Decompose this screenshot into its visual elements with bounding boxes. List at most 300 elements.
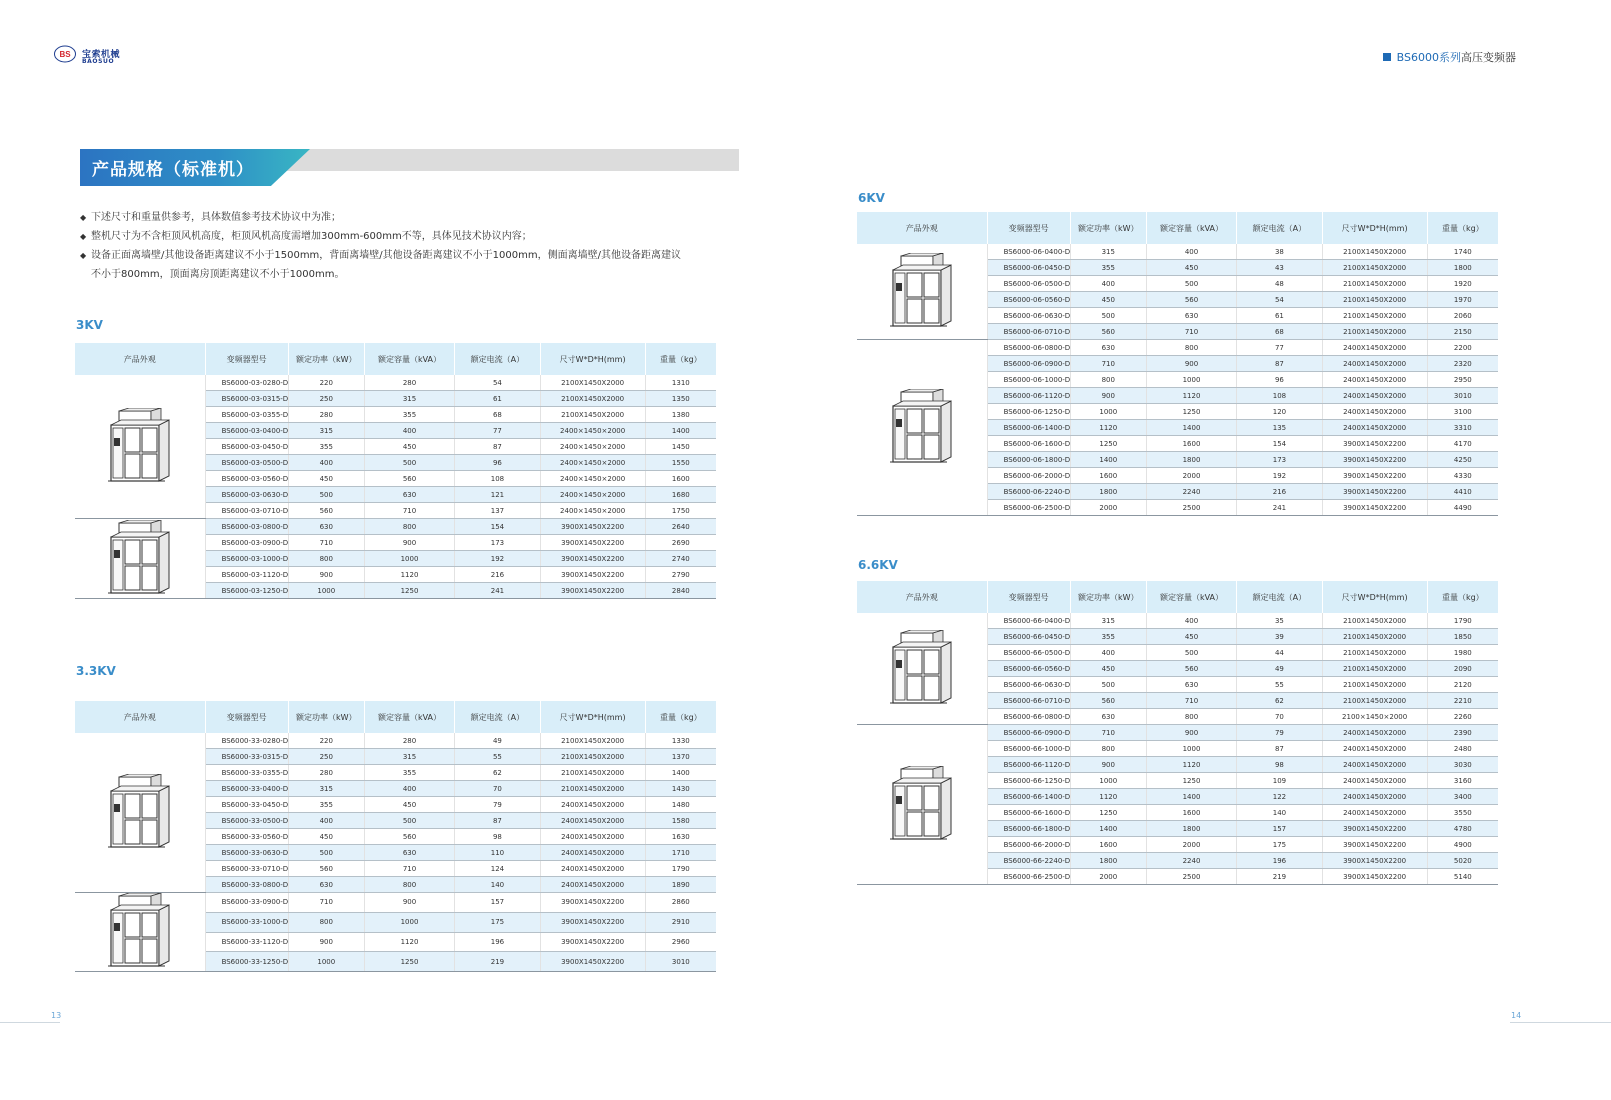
product-image-cell [857, 340, 987, 516]
table-cell: 157 [1237, 821, 1322, 837]
table-cell: 2120 [1427, 677, 1498, 693]
table-cell: 55 [455, 749, 540, 765]
table-cell: 120 [1237, 404, 1322, 420]
table-cell: 2100X1450X2000 [1322, 324, 1427, 340]
table-row [75, 375, 716, 391]
table-cell: 1120 [1070, 420, 1146, 436]
table-cell: 250 [288, 391, 364, 407]
table-cell: 98 [455, 829, 540, 845]
product-image-cell [75, 893, 205, 972]
table-cell: 1480 [645, 797, 716, 813]
table-cell: 175 [455, 912, 540, 932]
table-cell: 4170 [1427, 436, 1498, 452]
table-cell: 1630 [645, 829, 716, 845]
table-cell: 2100X1450X2000 [540, 765, 645, 781]
table-cell: BS6000-03-0355-D [205, 407, 288, 423]
table-cell: 2950 [1427, 372, 1498, 388]
footer-line-left [0, 1022, 60, 1023]
table-cell: 2400×1450×2000 [540, 455, 645, 471]
table-cell: 2480 [1427, 741, 1498, 757]
table-cell: 3160 [1427, 773, 1498, 789]
footer-line-right [1510, 1022, 1611, 1023]
column-header: 额定功率（kW） [1070, 581, 1146, 613]
table-cell: 500 [1146, 645, 1237, 661]
table-cell: 44 [1237, 645, 1322, 661]
table-cell: 35 [1237, 613, 1322, 629]
table-cell: 87 [1237, 356, 1322, 372]
table-cell: 2100X1450X2000 [1322, 276, 1427, 292]
table-cell: 355 [364, 407, 455, 423]
table-cell: BS6000-06-0710-D [987, 324, 1070, 340]
table-cell: BS6000-66-1400-D [987, 789, 1070, 805]
table-cell: 1250 [364, 583, 455, 599]
column-header: 重量（kg） [645, 701, 716, 733]
table-cell: 137 [455, 503, 540, 519]
table-cell: 1450 [645, 439, 716, 455]
table-cell: 2500 [1146, 500, 1237, 516]
table-cell: 1580 [645, 813, 716, 829]
table-cell: 2400×1450×2000 [540, 423, 645, 439]
column-header: 额定电流（A） [1237, 581, 1322, 613]
table-cell: 87 [1237, 741, 1322, 757]
cabinet-image-icon [889, 766, 955, 844]
table-cell: 1250 [1146, 404, 1237, 420]
table-cell: 2960 [645, 932, 716, 952]
table-cell: 77 [455, 423, 540, 439]
table-cell: 800 [364, 877, 455, 893]
table-cell: 1000 [1070, 404, 1146, 420]
table-cell: BS6000-06-1400-D [987, 420, 1070, 436]
table-cell: 710 [1146, 324, 1237, 340]
diamond-bullet-icon: ◆ [80, 251, 87, 260]
table-cell: 2210 [1427, 693, 1498, 709]
product-image-cell [75, 375, 205, 519]
table-cell: 1890 [645, 877, 716, 893]
series-heading [1383, 49, 1516, 65]
table-cell: 630 [288, 519, 364, 535]
section-title-6-6kv: 6.6KV [858, 558, 898, 572]
column-header: 额定电流（A） [1237, 212, 1322, 244]
table-cell: BS6000-03-0400-D [205, 423, 288, 439]
table-cell: BS6000-66-0400-D [987, 613, 1070, 629]
table-cell: 450 [1070, 292, 1146, 308]
section-title-3kv: 3KV [76, 318, 103, 332]
table-cell: 154 [455, 519, 540, 535]
cabinet-image-icon [107, 774, 173, 852]
table-cell: 49 [1237, 661, 1322, 677]
table-cell: 2100X1450X2000 [1322, 613, 1427, 629]
table-cell: 2860 [645, 893, 716, 913]
table-cell: 560 [364, 829, 455, 845]
table-cell: 61 [1237, 308, 1322, 324]
column-header: 尺寸W*D*H(mm) [1322, 581, 1427, 613]
table-cell: 1400 [1146, 420, 1237, 436]
table-cell: 1000 [1070, 773, 1146, 789]
table-cell: 1790 [1427, 613, 1498, 629]
table-cell: 70 [1237, 709, 1322, 725]
table-cell: BS6000-66-1000-D [987, 741, 1070, 757]
table-cell: 135 [1237, 420, 1322, 436]
spec-table-6-6kv [857, 581, 1498, 885]
cabinet-image-icon [107, 893, 173, 971]
table-cell: 500 [1146, 276, 1237, 292]
table-cell: 79 [455, 797, 540, 813]
table-cell: BS6000-33-0280-D [205, 733, 288, 749]
table-cell: 560 [364, 471, 455, 487]
cabinet-image-icon [107, 408, 173, 486]
column-header: 额定电流（A） [455, 701, 540, 733]
logo-cn-text: 宝索机械 [82, 50, 121, 60]
table-cell: BS6000-66-0900-D [987, 725, 1070, 741]
column-header: 额定功率（kW） [1070, 212, 1146, 244]
table-cell: 5140 [1427, 869, 1498, 885]
notes-list [80, 208, 720, 284]
product-image-cell [857, 613, 987, 725]
column-header: 重量（kg） [645, 343, 716, 375]
table-cell: 900 [364, 893, 455, 913]
column-header: 产品外观 [75, 701, 205, 733]
table-cell: 630 [1146, 308, 1237, 324]
table-cell: 2400X1450X2000 [1322, 741, 1427, 757]
table-cell: 219 [455, 952, 540, 972]
table-cell: 800 [1070, 741, 1146, 757]
table-cell: 280 [364, 733, 455, 749]
column-header: 变频器型号 [205, 701, 288, 733]
table-cell: 54 [455, 375, 540, 391]
column-header: 变频器型号 [205, 343, 288, 375]
table-cell: BS6000-33-0710-D [205, 861, 288, 877]
table-cell: 140 [455, 877, 540, 893]
table-cell: 560 [1146, 292, 1237, 308]
table-cell: 315 [288, 781, 364, 797]
cabinet-image-icon [889, 389, 955, 467]
cabinet-image-icon [889, 253, 955, 331]
table-cell: 630 [1146, 677, 1237, 693]
table-cell: 2840 [645, 583, 716, 599]
table-cell: 630 [364, 845, 455, 861]
table-cell: 2690 [645, 535, 716, 551]
table-cell: 3030 [1427, 757, 1498, 773]
table-cell: BS6000-66-0710-D [987, 693, 1070, 709]
table-cell: 70 [455, 781, 540, 797]
table-cell: 1600 [1146, 805, 1237, 821]
page-number-right: 14 [1511, 1011, 1522, 1020]
table-cell: BS6000-06-1800-D [987, 452, 1070, 468]
table-cell: BS6000-33-1250-D [205, 952, 288, 972]
table-cell: BS6000-06-0500-D [987, 276, 1070, 292]
table-cell: 2400X1450X2000 [1322, 340, 1427, 356]
table-cell: BS6000-06-0560-D [987, 292, 1070, 308]
note-item-continued: 不小于800mm，顶面离房顶距离建议不小于1000mm。 [91, 269, 345, 280]
table-cell: 241 [1237, 500, 1322, 516]
table-cell: BS6000-66-1600-D [987, 805, 1070, 821]
table-cell: 800 [364, 519, 455, 535]
table-cell: 1550 [645, 455, 716, 471]
table-cell: 1000 [1146, 741, 1237, 757]
table-cell: 1370 [645, 749, 716, 765]
table-cell: 2390 [1427, 725, 1498, 741]
table-cell: 630 [1070, 340, 1146, 356]
table-cell: BS6000-66-2500-D [987, 869, 1070, 885]
table-cell: 1800 [1427, 260, 1498, 276]
note-item: ◆ 设备正面离墙壁/其他设备距离建议不小于1500mm，背面离墙壁/其他设备距离建议不小于1000mm，侧面离墙壁/其他设备距离建议 [80, 246, 720, 265]
note-item: ◆ 下述尺寸和重量供参考，具体数值参考技术协议中为准； [80, 208, 720, 227]
table-cell: 1250 [1070, 805, 1146, 821]
column-header: 额定容量（kVA） [1146, 212, 1237, 244]
table-cell: 1600 [645, 471, 716, 487]
column-header: 产品外观 [857, 581, 987, 613]
table-cell: BS6000-66-0800-D [987, 709, 1070, 725]
table-cell: 2400X1450X2000 [540, 877, 645, 893]
table-cell: 3900X1450X2200 [1322, 821, 1427, 837]
table-cell: 3310 [1427, 420, 1498, 436]
table-cell: 710 [1070, 725, 1146, 741]
table-cell: BS6000-03-1250-D [205, 583, 288, 599]
column-header: 尺寸W*D*H(mm) [1322, 212, 1427, 244]
table-cell: 241 [455, 583, 540, 599]
table-cell: 1250 [1146, 773, 1237, 789]
table-cell: 710 [1146, 693, 1237, 709]
table-cell: 280 [288, 765, 364, 781]
table-row [75, 519, 716, 535]
table-cell: 2100X1450X2000 [540, 733, 645, 749]
table-cell: BS6000-03-0315-D [205, 391, 288, 407]
table-cell: 1120 [1070, 789, 1146, 805]
table-cell: 2400×1450×2000 [540, 503, 645, 519]
table-cell: 175 [1237, 837, 1322, 853]
column-header: 产品外观 [857, 212, 987, 244]
baosuo-logo-icon [54, 45, 76, 63]
table-cell: 3900X1450X2200 [1322, 436, 1427, 452]
table-cell: BS6000-66-1120-D [987, 757, 1070, 773]
table-cell: 1330 [645, 733, 716, 749]
table-cell: 2100X1450X2000 [1322, 308, 1427, 324]
table-cell: 1120 [1146, 388, 1237, 404]
table-cell: 192 [1237, 468, 1322, 484]
table-cell: 2260 [1427, 709, 1498, 725]
page-number-left: 13 [51, 1011, 62, 1020]
table-cell: 800 [1146, 709, 1237, 725]
table-cell: 1600 [1070, 837, 1146, 853]
table-cell: 4410 [1427, 484, 1498, 500]
table-cell: 3900X1450X2200 [540, 567, 645, 583]
table-cell: 2100X1450X2000 [540, 391, 645, 407]
table-cell: 1430 [645, 781, 716, 797]
table-cell: 96 [455, 455, 540, 471]
table-cell: BS6000-33-0355-D [205, 765, 288, 781]
column-header: 尺寸W*D*H(mm) [540, 701, 645, 733]
spec-table-6kv [857, 212, 1498, 516]
table-cell: 1400 [1070, 452, 1146, 468]
table-cell: BS6000-66-0630-D [987, 677, 1070, 693]
table-cell: 400 [364, 423, 455, 439]
table-cell: 49 [455, 733, 540, 749]
table-cell: 560 [1146, 661, 1237, 677]
table-cell: 61 [455, 391, 540, 407]
table-cell: 2000 [1146, 837, 1237, 853]
series-prefix: BS6000系列 [1396, 51, 1461, 64]
table-header-row [75, 343, 716, 375]
table-cell: 2100X1450X2000 [1322, 260, 1427, 276]
table-cell: 500 [288, 487, 364, 503]
table-row [75, 733, 716, 749]
table-cell: 2100X1450X2000 [1322, 693, 1427, 709]
table-cell: 3900X1450X2200 [1322, 837, 1427, 853]
column-header: 额定功率（kW） [288, 701, 364, 733]
table-cell: 2100×1450×2000 [1322, 709, 1427, 725]
table-cell: 400 [288, 813, 364, 829]
table-cell: 109 [1237, 773, 1322, 789]
table-cell: 2640 [645, 519, 716, 535]
table-cell: 77 [1237, 340, 1322, 356]
table-cell: 1400 [645, 423, 716, 439]
table-cell: 355 [288, 797, 364, 813]
table-cell: BS6000-06-1120-D [987, 388, 1070, 404]
table-cell: 900 [1146, 356, 1237, 372]
table-cell: 280 [288, 407, 364, 423]
table-cell: 2100X1450X2000 [1322, 677, 1427, 693]
table-cell: 500 [1070, 677, 1146, 693]
table-cell: 3900X1450X2200 [540, 893, 645, 913]
table-cell: 2400X1450X2000 [540, 813, 645, 829]
table-cell: 500 [1070, 308, 1146, 324]
table-cell: 3900X1450X2200 [540, 583, 645, 599]
table-cell: BS6000-06-2240-D [987, 484, 1070, 500]
table-cell: BS6000-33-0400-D [205, 781, 288, 797]
table-cell: 1250 [364, 952, 455, 972]
table-cell: 450 [288, 829, 364, 845]
table-cell: 1000 [364, 551, 455, 567]
table-cell: 2060 [1427, 308, 1498, 324]
table-cell: 140 [1237, 805, 1322, 821]
table-cell: 450 [1070, 661, 1146, 677]
table-cell: 2740 [645, 551, 716, 567]
table-cell: 173 [1237, 452, 1322, 468]
table-cell: 900 [364, 535, 455, 551]
table-cell: 3900X1450X2200 [540, 912, 645, 932]
table-cell: 3400 [1427, 789, 1498, 805]
table-cell: 2400X1450X2000 [540, 845, 645, 861]
table-cell: 108 [1237, 388, 1322, 404]
table-cell: 216 [1237, 484, 1322, 500]
table-cell: 900 [288, 567, 364, 583]
table-cell: BS6000-66-2000-D [987, 837, 1070, 853]
table-cell: BS6000-33-0315-D [205, 749, 288, 765]
table-cell: 800 [1070, 372, 1146, 388]
table-cell: 1710 [645, 845, 716, 861]
table-cell: 560 [288, 503, 364, 519]
page-title: 产品规格（标准机） [92, 160, 254, 180]
table-cell: 3900X1450X2200 [1322, 468, 1427, 484]
table-cell: 2400X1450X2000 [1322, 757, 1427, 773]
table-cell: 1000 [288, 952, 364, 972]
table-cell: 1000 [1146, 372, 1237, 388]
table-cell: 3900X1450X2200 [1322, 869, 1427, 885]
table-cell: 1000 [364, 912, 455, 932]
table-cell: 315 [364, 749, 455, 765]
table-cell: BS6000-66-1250-D [987, 773, 1070, 789]
table-cell: 2100X1450X2000 [1322, 629, 1427, 645]
table-cell: 900 [1146, 725, 1237, 741]
table-cell: 900 [1070, 757, 1146, 773]
table-cell: 250 [288, 749, 364, 765]
table-cell: 122 [1237, 789, 1322, 805]
table-cell: 355 [1070, 629, 1146, 645]
table-cell: 400 [1146, 244, 1237, 260]
table-cell: BS6000-03-0900-D [205, 535, 288, 551]
table-cell: BS6000-33-0560-D [205, 829, 288, 845]
table-cell: 1120 [364, 567, 455, 583]
table-cell: 219 [1237, 869, 1322, 885]
table-cell: BS6000-66-0500-D [987, 645, 1070, 661]
product-image-cell [75, 733, 205, 893]
table-cell: BS6000-06-2500-D [987, 500, 1070, 516]
table-cell: 400 [1070, 645, 1146, 661]
table-cell: 110 [455, 845, 540, 861]
table-cell: 3900X1450X2200 [540, 932, 645, 952]
table-cell: 3100 [1427, 404, 1498, 420]
table-cell: 4250 [1427, 452, 1498, 468]
table-cell: 108 [455, 471, 540, 487]
table-cell: 3900X1450X2200 [1322, 452, 1427, 468]
table-cell: BS6000-33-0900-D [205, 893, 288, 913]
table-cell: 355 [364, 765, 455, 781]
table-cell: BS6000-03-0800-D [205, 519, 288, 535]
table-cell: 1400 [645, 765, 716, 781]
column-header: 额定容量（kVA） [364, 343, 455, 375]
table-cell: 39 [1237, 629, 1322, 645]
table-cell: 2400X1450X2000 [1322, 789, 1427, 805]
table-cell: 62 [1237, 693, 1322, 709]
table-cell: 710 [364, 503, 455, 519]
table-cell: BS6000-03-0500-D [205, 455, 288, 471]
table-cell: BS6000-33-1120-D [205, 932, 288, 952]
cabinet-image-icon [889, 630, 955, 708]
table-cell: 710 [364, 861, 455, 877]
table-cell: 216 [455, 567, 540, 583]
table-cell: 2400X1450X2000 [1322, 805, 1427, 821]
table-cell: 400 [1146, 613, 1237, 629]
table-cell: 79 [1237, 725, 1322, 741]
table-cell: 3010 [1427, 388, 1498, 404]
table-cell: BS6000-33-0630-D [205, 845, 288, 861]
square-bullet-icon [1383, 53, 1391, 61]
table-cell: BS6000-06-0630-D [987, 308, 1070, 324]
table-cell: 4780 [1427, 821, 1498, 837]
table-header-row [857, 581, 1498, 613]
table-cell: BS6000-33-0450-D [205, 797, 288, 813]
table-cell: 710 [1070, 356, 1146, 372]
table-cell: 4900 [1427, 837, 1498, 853]
product-image-cell [75, 519, 205, 599]
table-cell: 900 [288, 932, 364, 952]
table-cell: 1000 [288, 583, 364, 599]
table-cell: 450 [1146, 629, 1237, 645]
table-cell: 2400×1450×2000 [540, 487, 645, 503]
table-cell: BS6000-03-0630-D [205, 487, 288, 503]
column-header: 变频器型号 [987, 212, 1070, 244]
table-cell: 280 [364, 375, 455, 391]
table-cell: 2000 [1146, 468, 1237, 484]
table-cell: 3900X1450X2200 [1322, 484, 1427, 500]
table-cell: 2400X1450X2000 [1322, 372, 1427, 388]
table-cell: 87 [455, 813, 540, 829]
column-header: 产品外观 [75, 343, 205, 375]
table-cell: 68 [455, 407, 540, 423]
table-cell: 38 [1237, 244, 1322, 260]
table-cell: BS6000-06-2000-D [987, 468, 1070, 484]
table-cell: BS6000-06-0400-D [987, 244, 1070, 260]
